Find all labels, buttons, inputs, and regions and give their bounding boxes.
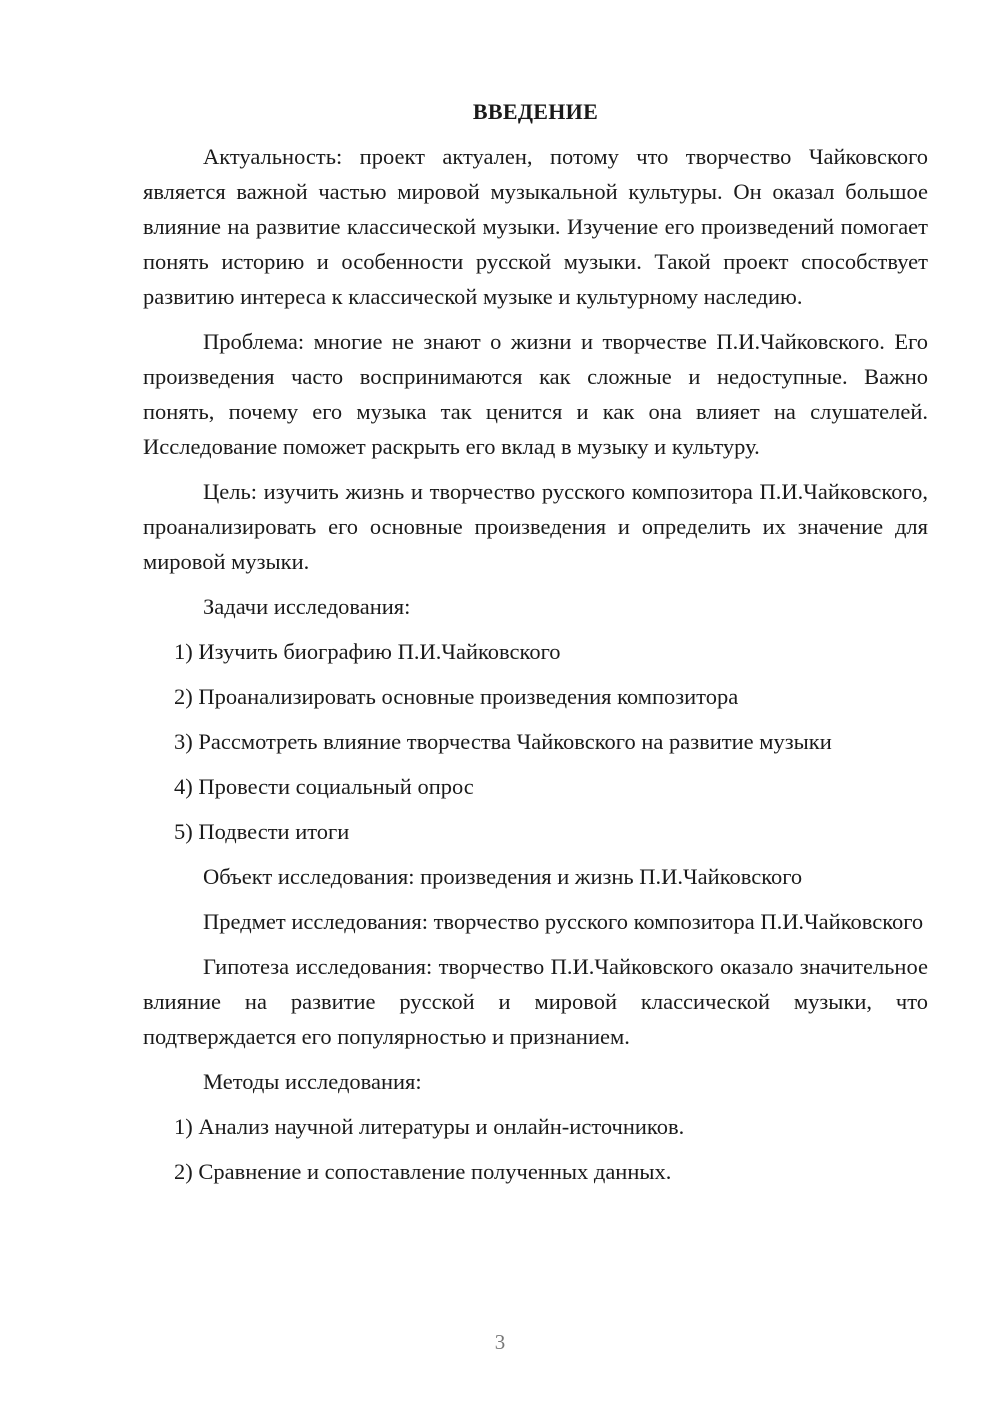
page-content bbox=[143, 94, 928, 1199]
tasks-heading: Задачи исследования: bbox=[203, 594, 411, 619]
list-item: 5) Подвести итоги bbox=[174, 819, 350, 844]
list-item: 2) Сравнение и сопоставление полученных данных. bbox=[174, 1159, 672, 1184]
methods-heading: Методы исследования: bbox=[203, 1069, 422, 1094]
list-item: 1) Анализ научной литературы и онлайн-источников. bbox=[174, 1114, 685, 1139]
methods-list bbox=[143, 1109, 928, 1189]
tasks-list bbox=[143, 634, 928, 849]
relevance-paragraph: Актуальность: проект актуален, потому что творчество Чайковского является важной частью мировой музыкальной культуры. Он оказал большое влияние на развитие классической музыки. Изучение его произведений помогает понять историю и особенности русской музыки. Такой проект способствует развитию интереса к классической музыке и культурному наследию. bbox=[143, 144, 928, 309]
page-number: 3 bbox=[494, 1330, 506, 1354]
page-title: ВВЕДЕНИЕ bbox=[472, 99, 599, 124]
list-item: 4) Провести социальный опрос bbox=[174, 774, 474, 799]
goal-paragraph: Цель: изучить жизнь и творчество русского композитора П.И.Чайковского, проанализировать его основные произведения и определить их значение для мировой музыки. bbox=[143, 479, 928, 574]
list-item: 1) Изучить биографию П.И.Чайковского bbox=[174, 639, 561, 664]
list-item: 3) Рассмотреть влияние творчества Чайковского на развитие музыки bbox=[174, 729, 832, 754]
subject-paragraph: Предмет исследования: творчество русского композитора П.И.Чайковского bbox=[203, 909, 924, 934]
object-paragraph: Объект исследования: произведения и жизнь П.И.Чайковского bbox=[203, 864, 803, 889]
problem-paragraph: Проблема: многие не знают о жизни и творчестве П.И.Чайковского. Его произведения часто воспринимаются как сложные и недоступные. Важно понять, почему его музыка так ценится и как она влияет на слушателей. Исследование поможет раскрыть его вклад в музыку и культуру. bbox=[143, 329, 928, 459]
hypothesis-paragraph: Гипотеза исследования: творчество П.И.Чайковского оказало значительное влияние на развитие русской и мировой классической музыки, что подтверждается его популярностью и признанием. bbox=[143, 954, 928, 1049]
list-item: 2) Проанализировать основные произведения композитора bbox=[174, 684, 739, 709]
